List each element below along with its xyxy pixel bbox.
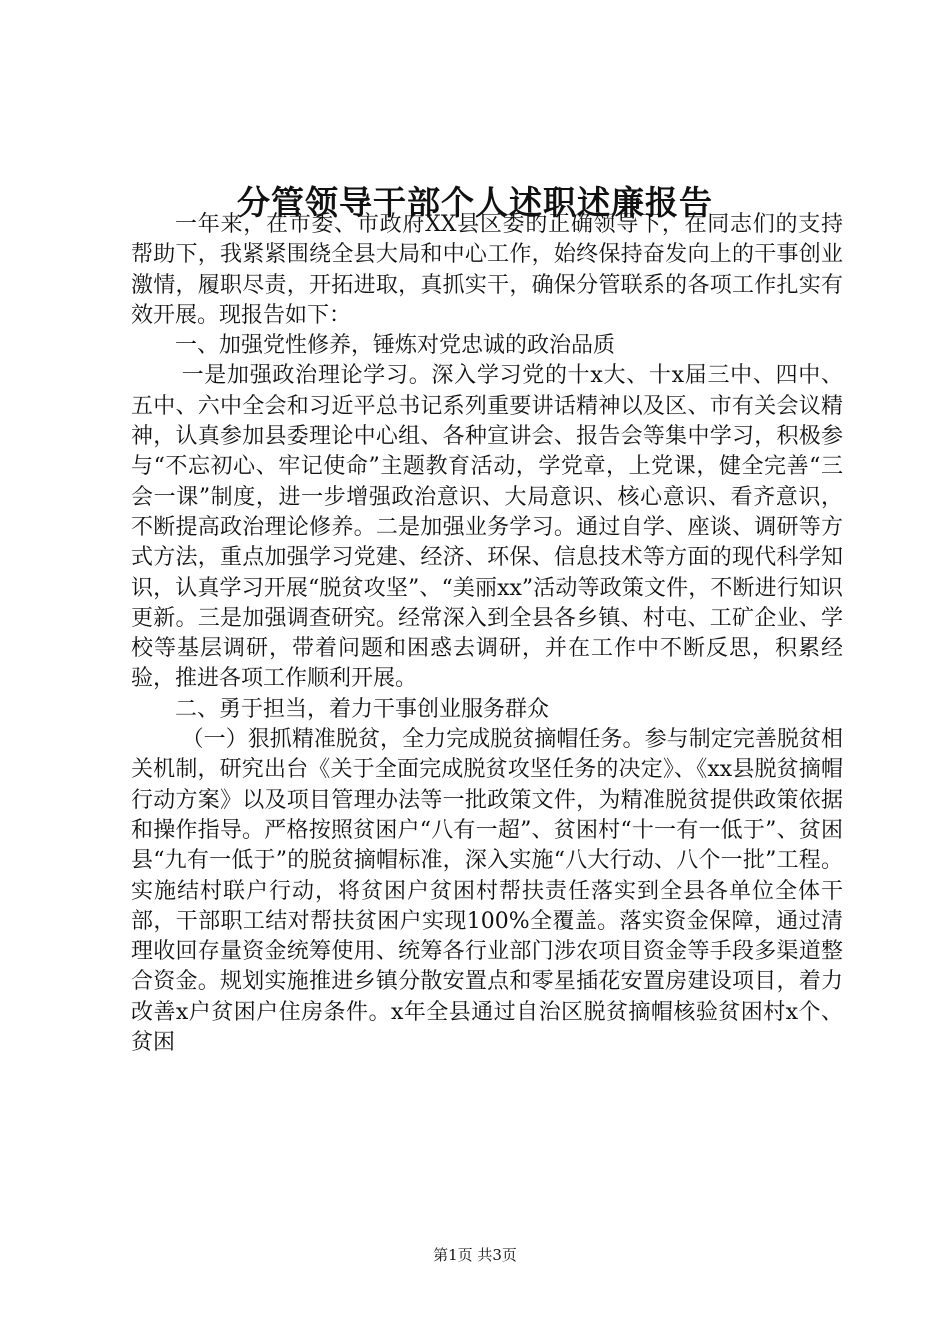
section-1-paragraph: 一是加强政治理论学习。深入学习党的十x大、十x届三中、四中、五中、六中全会和习近平总书记系列重要讲话精神以及区、市有关会议精神，认真参加县委理论中心组、各种宣讲会、报告会等集中学习，积极参与“不忘初心、牢记使命”主题教育活动，学党章，上党课，健全完善“三会一课”制度，进一步增强政治意识、大局意识、核心意识、看齐意识，不断提高政治理论修养。二是加强业务学习。通过自学、座谈、调研等方式方法，重点加强学习党建、经济、环保、信息技术等方面的现代科学知识，认真学习开展“脱贫攻坚”、“美丽xx”活动等政策文件，不断进行知识更新。三是加强调查研究。经常深入到全县各乡镇、村屯、工矿企业、学校等基层调研，带着问题和困惑去调研，并在工作中不断反思，积累经验，推进各项工作顺利开展。: [131, 363, 843, 692]
document-body: [131, 210, 843, 1058]
intro-paragraph: 一年来，在市委、市政府XX县区委的正确领导下，在同志们的支持帮助下，我紧紧围绕全县大局和中心工作，始终保持奋发向上的干事创业激情，履职尽责，开拓进取，真抓实干，确保分管联系的各项工作扎实有效开展。现报告如下：: [131, 212, 843, 328]
document-title: 分管领导干部个人述职述廉报告: [237, 183, 713, 223]
section-2-paragraph: （一）狠抓精准脱贫，全力完成脱贫摘帽任务。参与制定完善脱贫相关机制，研究出台《关于全面完成脱贫攻坚任务的决定》、《xx县脱贫摘帽行动方案》以及项目管理办法等一批政策文件，为精准脱贫提供政策依据和操作指导。严格按照贫困户“八有一超”、贫困村“十一有一低于”、贫困县“九有一低于”的脱贫摘帽标准，深入实施“八大行动、八个一批”工程。实施结村联户行动，将贫困户贫困村帮扶责任落实到全县各单位全体干部，干部职工结对帮扶贫困户实现100%全覆盖。落实资金保障，通过清理收回存量资金统筹使用、统筹各行业部门涉农项目资金等手段多渠道整合资金。规划实施推进乡镇分散安置点和零星插花安置房建设项目，着力改善x户贫困户住房条件。x年全县通过自治区脱贫摘帽核验贫困村x个、贫困: [131, 727, 843, 1056]
section-heading-1: 一、加强党性修养，锤炼对党忠诚的政治品质: [175, 333, 616, 359]
section-heading-2: 二、勇于担当，着力干事创业服务群众: [175, 696, 550, 722]
page-number-footer: 第1页 共3页: [433, 1246, 517, 1264]
